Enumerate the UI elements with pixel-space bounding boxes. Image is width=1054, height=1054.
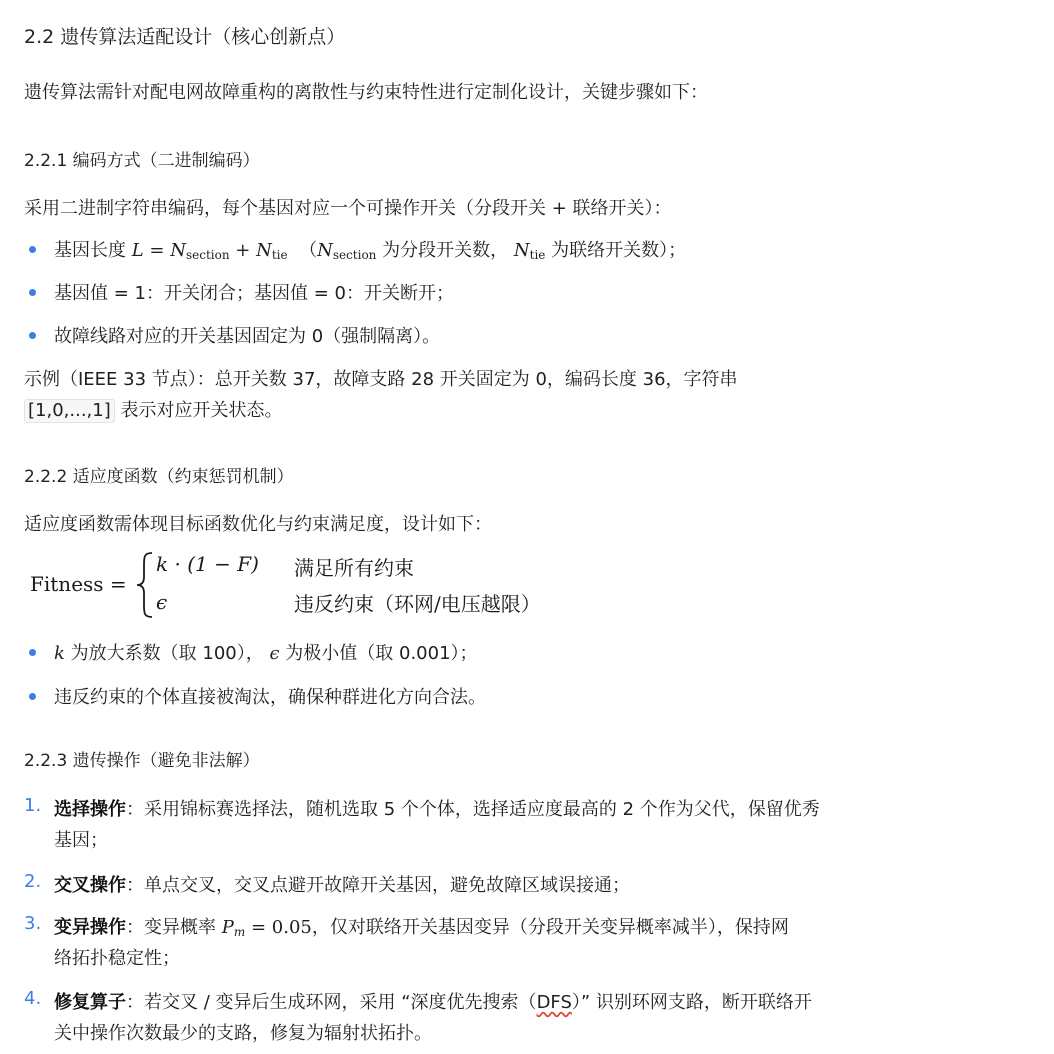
bullet-text: 基因值 = 1：开关闭合；基因值 = 0：开关断开；: [54, 283, 454, 304]
formula-lhs: Fitness =: [30, 572, 127, 596]
list-number: 2.: [24, 871, 42, 892]
operation-item-crossover: [24, 871, 1024, 901]
encoding-example-line2: [1,0,...,1] 表示对应开关状态。: [24, 396, 282, 423]
spellcheck-dfs: DFS: [536, 992, 572, 1013]
bullet-text: k 为放大系数（取 100）， ϵ 为极小值（取 0.001）；: [54, 643, 478, 664]
bullet-dot: [29, 289, 36, 296]
bullet-dot: [29, 246, 36, 253]
bullet-dot: [29, 332, 36, 339]
encoding-intro: 采用二进制字符串编码，每个基因对应一个可操作开关（分段开关 + 联络开关）：: [24, 198, 672, 219]
formula-case1-expr: k · (1 − F): [156, 552, 259, 576]
operation-item-selection: [24, 795, 1024, 855]
formula-case2-cond: 违反约束（环网/电压越限）: [294, 592, 541, 616]
section-intro: 遗传算法需针对配电网故障重构的离散性与约束特性进行定制化设计，关键步骤如下：: [24, 82, 708, 103]
fitness-intro: 适应度函数需体现目标函数优化与约束满足度，设计如下：: [24, 514, 492, 535]
bullet-dot: [29, 693, 36, 700]
operation-item-repair: [24, 988, 1024, 1048]
bullet-text: 基因长度 $L = N_{section} + N_{tie}$ （$N_{section}$ 为分段开关数， $N_{tie}$ 为联络开关数）；: [54, 240, 687, 262]
formula-case1-cond: 满足所有约束: [294, 556, 414, 580]
list-text: 变异操作：变异概率 $P_m = 0.05$，仅对联络开关基因变异（分段开关变异概率减半），保持网: [54, 917, 789, 939]
section-title: 2.2 遗传算法适配设计（核心创新点）: [24, 26, 346, 48]
list-number: 4.: [24, 988, 42, 1009]
inline-code: [1,0,...,1]: [24, 399, 115, 423]
list-text: 交叉操作：单点交叉，交叉点避开故障开关基因，避免故障区域误接通；: [54, 875, 630, 896]
formula-case2-expr: ϵ: [156, 590, 168, 614]
operations-heading: 2.2.3 遗传操作（避免非法解）: [24, 751, 260, 771]
list-text: 修复算子：若交叉 / 变异后生成环网，采用 “深度优先搜索（DFS）” 识别环网支路，断开联络开: [54, 992, 812, 1013]
operation-item-mutation: [24, 913, 1024, 973]
bullet-text: 故障线路对应的开关基因固定为 0（强制隔离）。: [54, 326, 441, 347]
list-text: 选择操作：采用锦标赛选择法，随机选取 5 个个体，选择适应度最高的 2 个作为父代，保留优秀: [54, 799, 820, 820]
left-brace-icon: [134, 551, 156, 619]
bullet-text: 违反约束的个体直接被淘汰，确保种群进化方向合法。: [54, 687, 486, 708]
fitness-heading: 2.2.2 适应度函数（约束惩罚机制）: [24, 467, 294, 487]
encoding-example-line1: 示例（IEEE 33 节点）：总开关数 37，故障支路 28 开关固定为 0，编码长度 36，字符串: [24, 369, 738, 390]
encoding-heading: 2.2.1 编码方式（二进制编码）: [24, 151, 260, 171]
list-number: 1.: [24, 795, 42, 816]
bullet-dot: [29, 649, 36, 656]
list-text-cont: 络拓扑稳定性；: [54, 948, 180, 969]
list-number: 3.: [24, 913, 42, 934]
list-text-cont: 关中操作次数最少的支路，修复为辐射状拓扑。: [54, 1023, 432, 1044]
list-text-cont: 基因；: [54, 830, 108, 851]
